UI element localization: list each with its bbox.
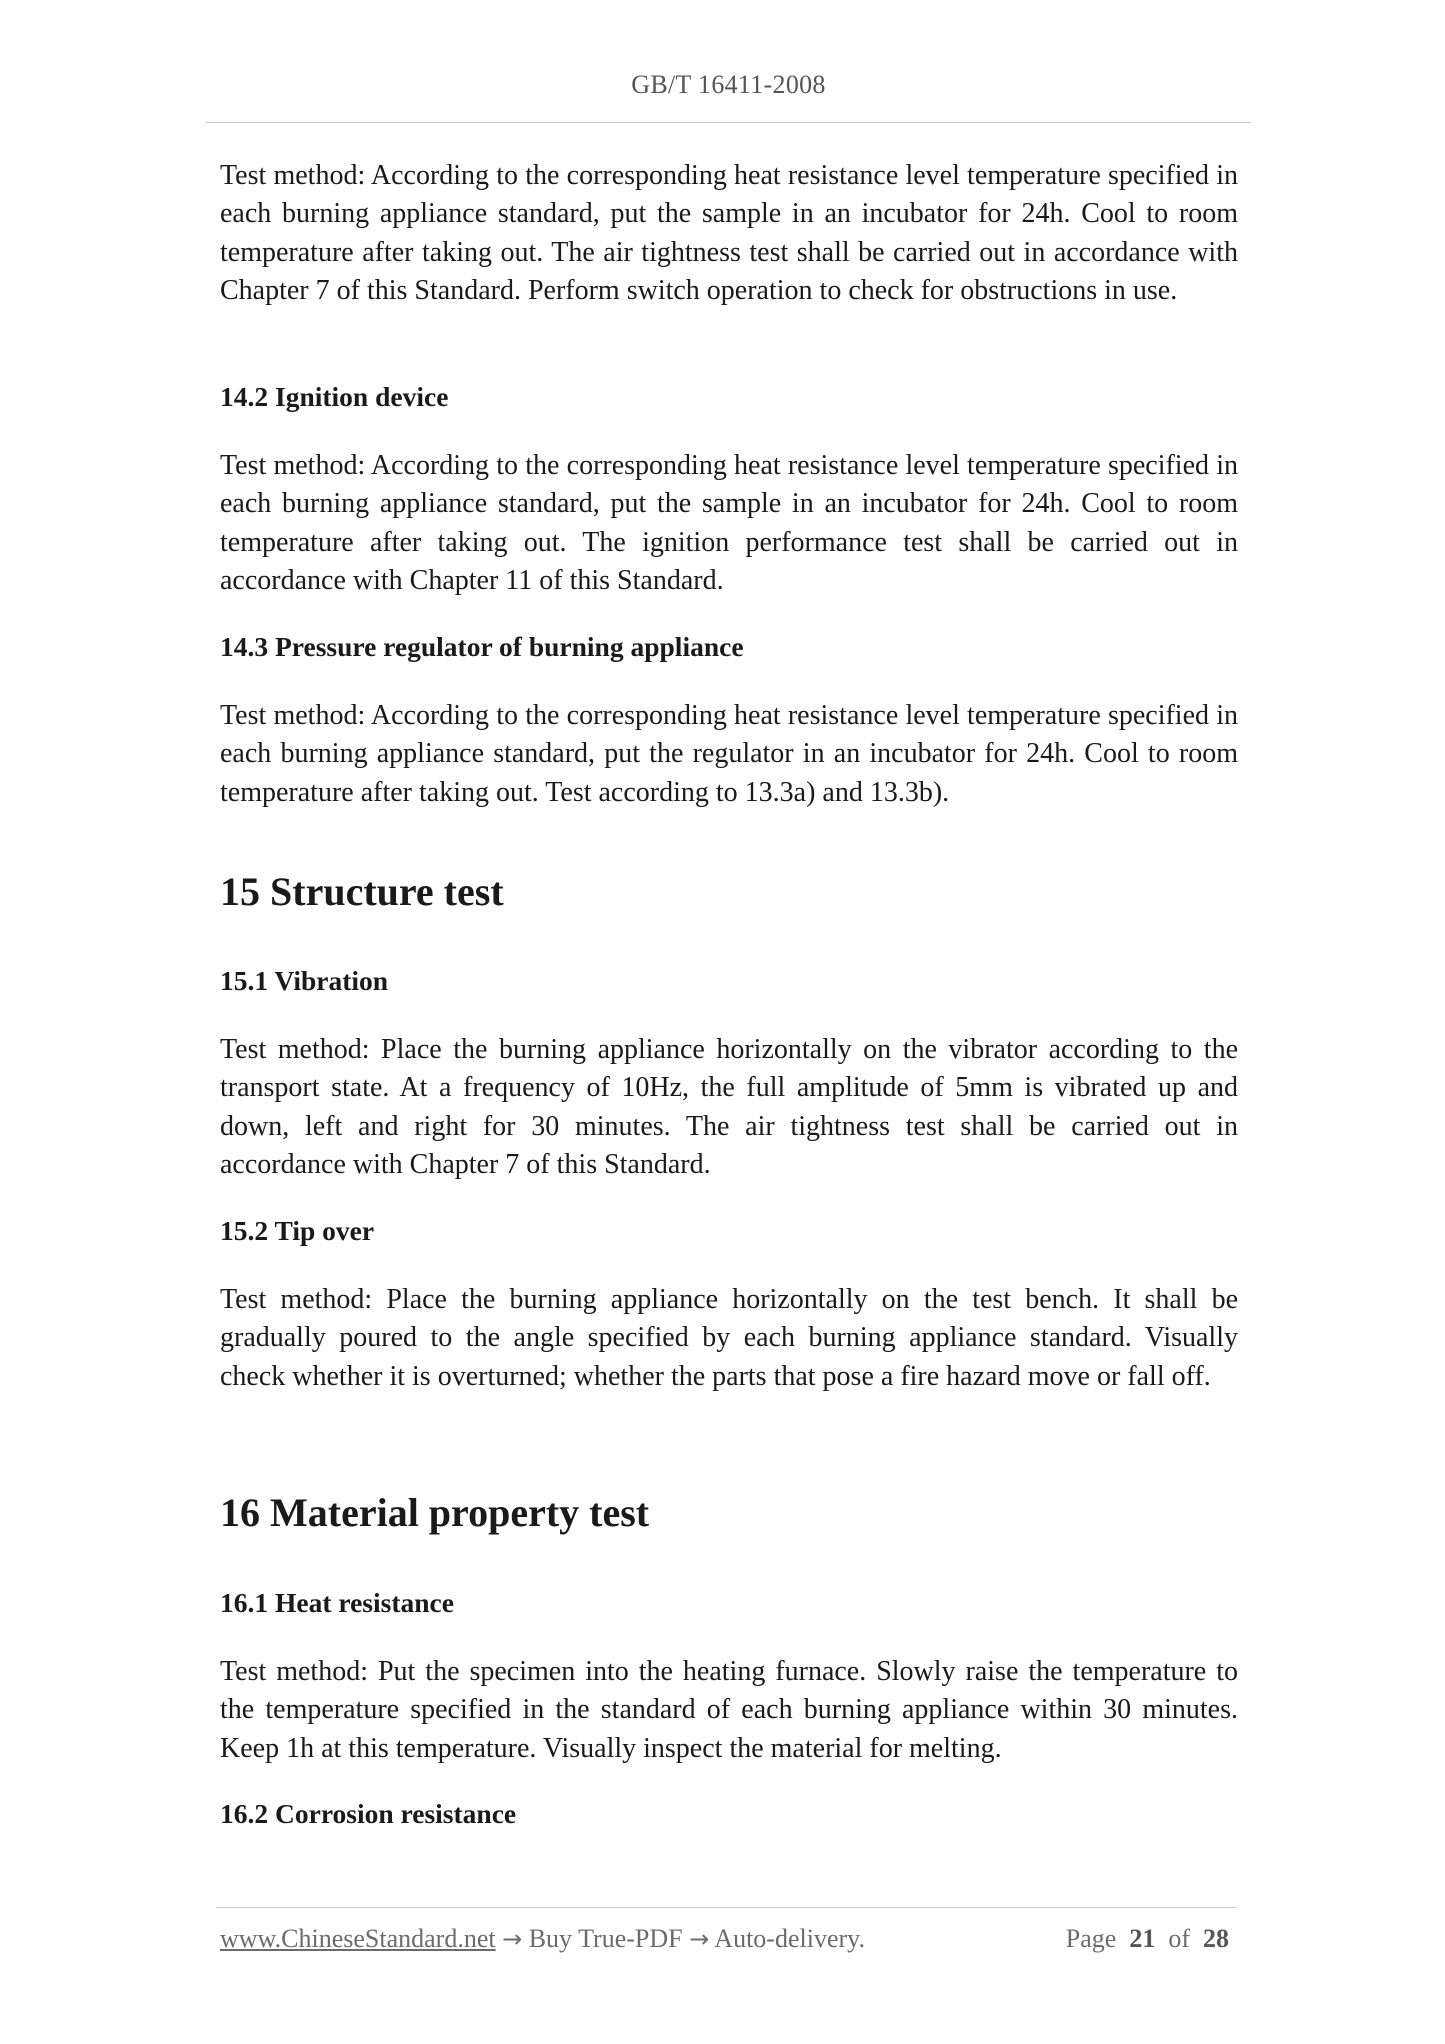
auto-delivery-text: Auto-delivery. xyxy=(714,1924,865,1953)
heading-16-1: 16.1 Heat resistance xyxy=(220,1587,454,1618)
heading-16-2: 16.2 Corrosion resistance xyxy=(220,1798,517,1829)
page-of-label: of xyxy=(1168,1924,1190,1953)
page-number xyxy=(1066,1924,1229,1954)
heading-15-2: 15.2 Tip over xyxy=(220,1215,375,1246)
running-header: GB/T 16411-2008 xyxy=(631,70,826,99)
heading-16: 16 Material property test xyxy=(220,1490,650,1535)
right-arrow-icon: → xyxy=(502,1925,523,1953)
paragraph-16-1-test-method: Test method: Put the specimen into the heating furnace. Slowly raise the temperature to the temperature specified in the standard of each burning appliance within 30 minutes. Keep 1h at this temperature. Visually inspect the material for melting. xyxy=(220,1656,1238,1764)
paragraph-14-2-test-method: Test method: According to the corresponding heat resistance level temperature specified in each burning appliance standard, put the sample in an incubator for 24h. Cool to room temperature after taking out. The ignition performance test shall be carried out in accordance with Chapter 11 of this Standard. xyxy=(220,450,1238,597)
paragraph-15-1-test-method: Test method: Place the burning appliance horizontally on the vibrator according to the transport state. At a frequency of 10Hz, the full amplitude of 5mm is vibrated up and down, left and right for 30 minutes. The air tightness test shall be carried out in accordance with Chapter 7 of this Standard. xyxy=(220,1034,1238,1181)
page-label: Page xyxy=(1065,1924,1117,1953)
heading-14-3: 14.3 Pressure regulator of burning appliance xyxy=(220,631,744,662)
current-page: 21 xyxy=(1129,1924,1156,1953)
header-divider xyxy=(206,122,1251,123)
paragraph-14-3-test-method: Test method: According to the corresponding heat resistance level temperature specified in each burning appliance standard, put the regulator in an incubator for 24h. Cool to room temperature after taking out. Test according to 13.3a) and 13.3b). xyxy=(220,700,1238,808)
footer-promo xyxy=(220,1924,865,1954)
footer-divider xyxy=(216,1907,1236,1908)
paragraph-14-1-test-method: Test method: According to the corresponding heat resistance level temperature specified in each burning appliance standard, put the sample in an incubator for 24h. Cool to room temperature after taking out. The air tightness test shall be carried out in accordance with Chapter 7 of this Standard. Perform switch operation to check for obstructions in use. xyxy=(220,160,1238,307)
heading-15: 15 Structure test xyxy=(220,869,504,914)
heading-14-2: 14.2 Ignition device xyxy=(220,381,449,412)
total-pages: 28 xyxy=(1203,1924,1229,1953)
right-arrow-icon: → xyxy=(689,1925,710,1953)
site-link[interactable]: www.ChineseStandard.net xyxy=(220,1924,496,1953)
buy-pdf-link[interactable]: Buy True-PDF xyxy=(528,1924,683,1953)
heading-15-1: 15.1 Vibration xyxy=(220,965,389,996)
paragraph-15-2-test-method: Test method: Place the burning appliance horizontally on the test bench. It shall be gradually poured to the angle specified by each burning appliance standard. Visually check whether it is overturned; whether the parts that pose a fire hazard move or fall off. xyxy=(220,1284,1238,1392)
